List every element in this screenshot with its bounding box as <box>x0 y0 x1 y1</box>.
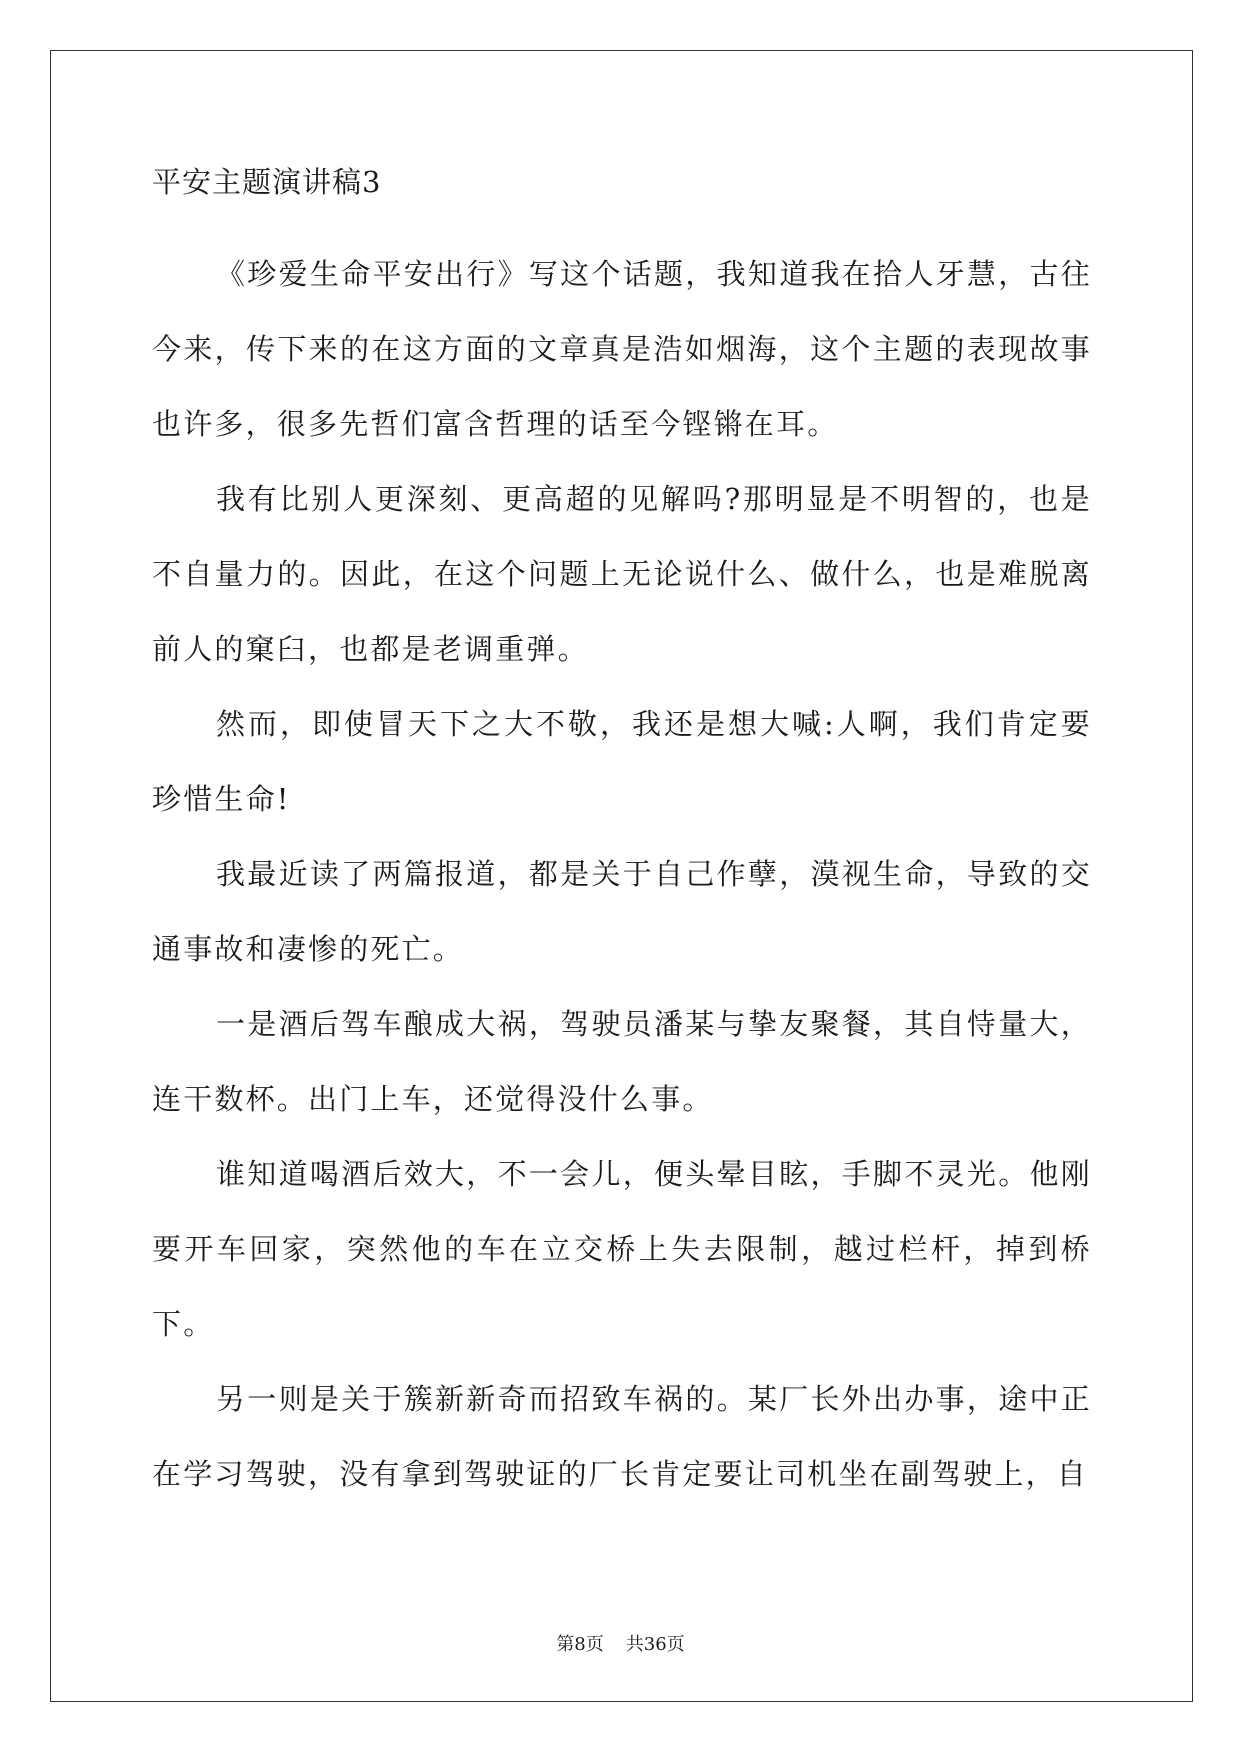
document-body <box>152 162 1092 1512</box>
paragraph: 谁知道喝酒后效大，不一会儿，便头晕目眩，手脚不灵光。他刚要开车回家，突然他的车在立交桥上失去限制，越过栏杆，掉到桥下。 <box>152 1157 1092 1341</box>
page-total: 共36页 <box>625 1634 685 1655</box>
paragraph: 我有比别人更深刻、更高超的见解吗?那明显是不明智的，也是不自量力的。因此，在这个问题上无论说什么、做什么，也是难脱离前人的窠臼，也都是老调重弹。 <box>152 482 1092 666</box>
paragraph: 我最近读了两篇报道，都是关于自己作孽，漠视生命，导致的交通事故和凄惨的死亡。 <box>152 857 1092 966</box>
document-title: 平安主题演讲稿3 <box>152 165 382 199</box>
page-footer <box>0 1630 1241 1656</box>
page-number: 第8页 <box>556 1634 604 1655</box>
paragraph: 另一则是关于簇新新奇而招致车祸的。某厂长外出办事，途中正在学习驾驶，没有拿到驾驶证的厂长肯定要让司机坐在副驾驶上，自 <box>152 1382 1092 1491</box>
paragraph: 《珍爱生命平安出行》写这个话题，我知道我在拾人牙慧，古往今来，传下来的在这方面的文章真是浩如烟海，这个主题的表现故事也许多，很多先哲们富含哲理的话至今铿锵在耳。 <box>152 257 1092 441</box>
paragraph: 然而，即使冒天下之大不敬，我还是想大喊:人啊，我们肯定要珍惜生命! <box>152 707 1092 816</box>
paragraph: 一是酒后驾车酿成大祸，驾驶员潘某与挚友聚餐，其自恃量大，连干数杯。出门上车，还觉得没什么事。 <box>152 1007 1092 1116</box>
